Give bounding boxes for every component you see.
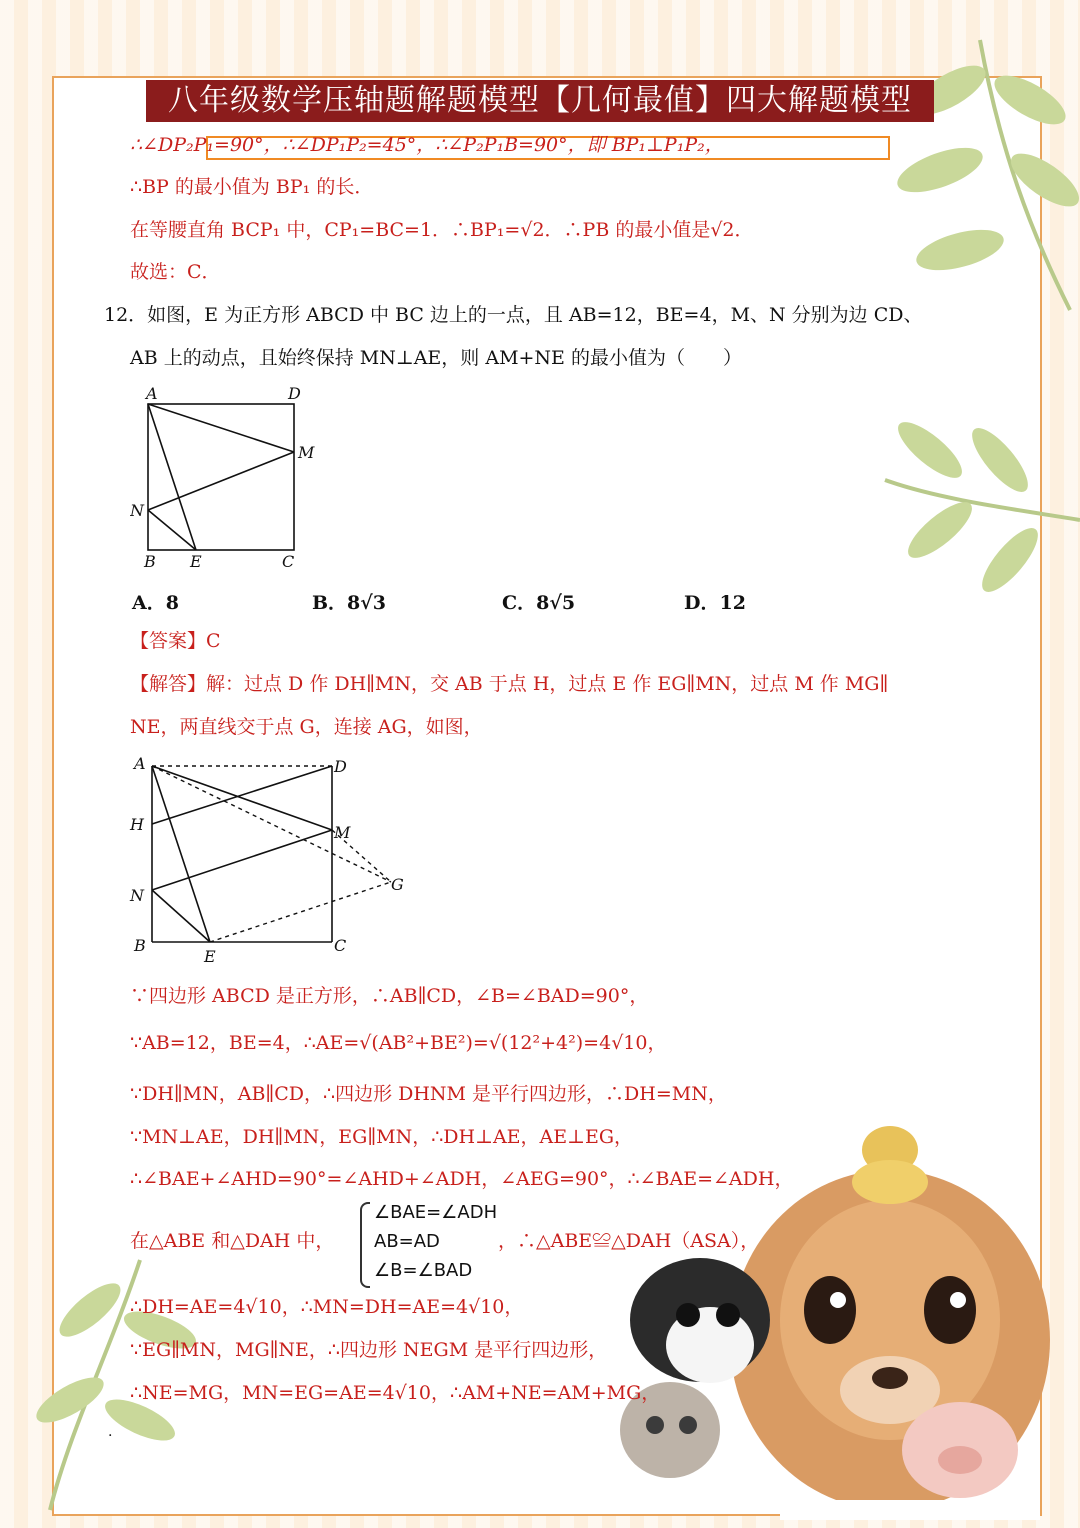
- fig2-label-n: N: [130, 886, 144, 905]
- fig2-label-e: E: [204, 947, 216, 966]
- prev-solution-line-3: 在等腰直角 BCP₁ 中，CP₁=BC=1．∴BP₁=√2．∴PB 的最小值是√2．: [130, 219, 754, 241]
- step-1: ∵四边形 ABCD 是正方形，∴AB∥CD，∠B=∠BAD=90°，: [130, 985, 649, 1007]
- fig1-label-d: D: [288, 384, 301, 403]
- analysis-line-2: NE，两直线交于点 G，连接 AG，如图，: [130, 716, 483, 738]
- fig2-label-c: C: [334, 936, 347, 955]
- prev-solution-line-4: 故选：C．: [130, 261, 221, 283]
- condition-2: AB=AD: [374, 1231, 440, 1252]
- step-5: ∴∠BAE+∠AHD=90°=∠AHD+∠ADH，∠AEG=90°，∴∠BAE=∠ADH，: [130, 1168, 794, 1190]
- step-6-suffix: ，∴△ABE≌△DAH（ASA），: [498, 1230, 760, 1252]
- option-a[interactable]: A．8: [132, 592, 179, 614]
- fig1-label-n: N: [130, 501, 144, 520]
- question-12-line-1: 12．如图，E 为正方形 ABCD 中 BC 边上的一点，且 AB=12，BE=4，M、N 分别为边 CD、: [104, 304, 923, 326]
- fig2-label-m: M: [334, 823, 351, 842]
- step-4: ∵MN⊥AE，DH∥MN，EG∥MN，∴DH⊥AE，AE⊥EG，: [130, 1126, 634, 1148]
- fig1-label-a: A: [146, 384, 158, 403]
- step-2: ∵AB=12，BE=4，∴AE=√(AB²+BE²)=√(12²+4²)=4√10，: [130, 1032, 667, 1054]
- fig1-label-c: C: [282, 552, 295, 571]
- fig2-label-a: A: [134, 754, 146, 773]
- step-3: ∵DH∥MN，AB∥CD，∴四边形 DHNM 是平行四边形，∴DH=MN，: [130, 1083, 727, 1105]
- step-7: ∴DH=AE=4√10，∴MN=DH=AE=4√10，: [130, 1296, 524, 1318]
- question-12-line-2: AB 上的动点，且始终保持 MN⊥AE，则 AM+NE 的最小值为（ ）: [130, 347, 742, 369]
- fig1-label-e: E: [190, 552, 202, 571]
- leaf-decoration-right: [880, 400, 1080, 640]
- fig1-label-b: B: [144, 552, 156, 571]
- fig1-label-m: M: [298, 443, 315, 462]
- figure-1-square: [130, 380, 330, 575]
- condition-3: ∠B=∠BAD: [374, 1260, 473, 1281]
- fig2-label-b: B: [134, 936, 146, 955]
- option-c[interactable]: C．8√5: [502, 592, 576, 614]
- page-dot: .: [108, 1424, 113, 1440]
- brace-icon: [360, 1202, 370, 1288]
- condition-1: ∠BAE=∠ADH: [374, 1202, 498, 1223]
- step-6-prefix: 在△ABE 和△DAH 中，: [130, 1230, 335, 1252]
- step-9: ∴NE=MG，MN=EG=AE=4√10，∴AM+NE=AM+MG，: [130, 1382, 661, 1404]
- prev-solution-line-2: ∴BP 的最小值为 BP₁ 的长．: [130, 176, 374, 198]
- answer-label: 【答案】C: [130, 630, 221, 652]
- fig2-label-h: H: [130, 815, 144, 834]
- figure-2-construction: [126, 752, 416, 967]
- congruence-conditions: [362, 1198, 497, 1285]
- fig2-label-g: G: [391, 875, 404, 894]
- fig2-label-d: D: [334, 757, 347, 776]
- option-d[interactable]: D．12: [684, 592, 746, 614]
- page-title: 八年级数学压轴题解题模型【几何最值】四大解题模型: [146, 80, 934, 122]
- leaf-decoration-top-right: [880, 30, 1080, 320]
- prev-solution-line-1: ∴∠DP₂P₁=90°，∴∠DP₁P₂=45°，∴∠P₂P₁B=90°，即 BP₁⊥P₁P₂，: [130, 134, 724, 156]
- option-b[interactable]: B．8√3: [312, 592, 386, 614]
- analysis-line-1: 【解答】解：过点 D 作 DH∥MN，交 AB 于点 H，过点 E 作 EG∥MN，过点 M 作 MG∥: [130, 673, 889, 695]
- step-8: ∵EG∥MN，MG∥NE，∴四边形 NEGM 是平行四边形，: [130, 1339, 608, 1361]
